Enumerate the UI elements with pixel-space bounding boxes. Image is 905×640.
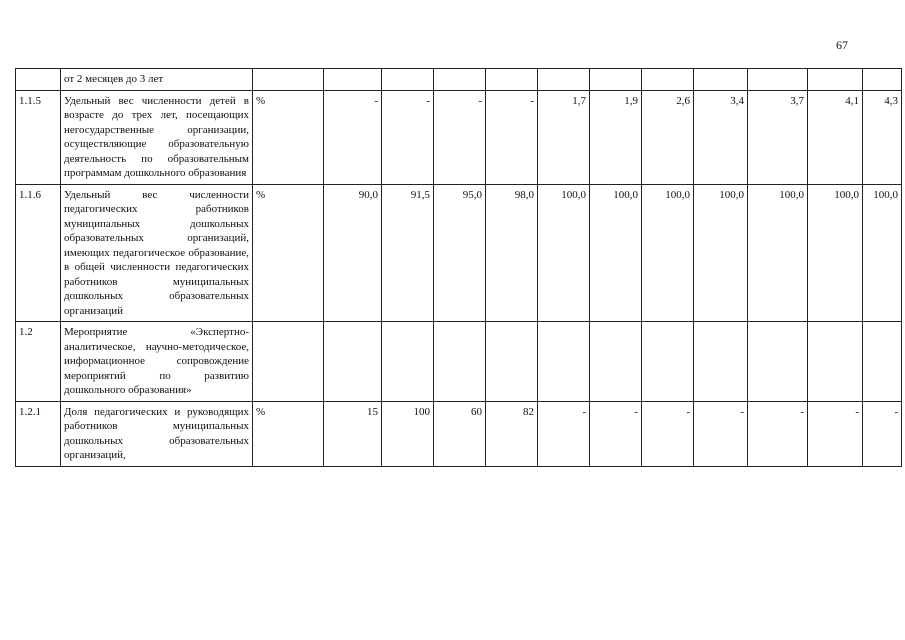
value-cell: - [863, 401, 902, 466]
value-cell: 1,9 [590, 90, 642, 184]
table-row [16, 69, 902, 91]
value-cell: - [382, 90, 434, 184]
value-cell: 100,0 [863, 184, 902, 322]
table-row [16, 322, 902, 402]
value-cell [590, 322, 642, 402]
value-cell: - [748, 401, 808, 466]
value-cell: 100 [382, 401, 434, 466]
value-cell: 100,0 [748, 184, 808, 322]
value-cell: 95,0 [434, 184, 486, 322]
value-cell: 3,7 [748, 90, 808, 184]
value-cell [808, 69, 863, 91]
value-cell: - [808, 401, 863, 466]
row-code: 1.2 [16, 322, 61, 402]
table-row [16, 90, 902, 184]
value-cell: - [694, 401, 748, 466]
value-cell: 100,0 [694, 184, 748, 322]
row-description: от 2 месяцев до 3 лет [61, 69, 253, 91]
value-cell [863, 322, 902, 402]
row-code: 1.2.1 [16, 401, 61, 466]
row-code: 1.1.6 [16, 184, 61, 322]
value-cell: 100,0 [590, 184, 642, 322]
value-cell [382, 322, 434, 402]
row-unit: % [253, 401, 324, 466]
value-cell [382, 69, 434, 91]
table-row [16, 184, 902, 322]
value-cell [538, 69, 590, 91]
value-cell [808, 322, 863, 402]
value-cell: 100,0 [642, 184, 694, 322]
value-cell [863, 69, 902, 91]
value-cell [486, 322, 538, 402]
value-cell: 82 [486, 401, 538, 466]
value-cell: 4,3 [863, 90, 902, 184]
row-unit: % [253, 184, 324, 322]
value-cell: 100,0 [808, 184, 863, 322]
value-cell [748, 322, 808, 402]
value-cell: - [642, 401, 694, 466]
value-cell: - [324, 90, 382, 184]
table-row [16, 401, 902, 466]
value-cell [694, 322, 748, 402]
indicators-table [15, 68, 902, 467]
value-cell [324, 69, 382, 91]
table-body [16, 69, 902, 467]
row-code: 1.1.5 [16, 90, 61, 184]
value-cell [748, 69, 808, 91]
row-code [16, 69, 61, 91]
value-cell [434, 322, 486, 402]
row-unit [253, 322, 324, 402]
value-cell: 60 [434, 401, 486, 466]
value-cell: 98,0 [486, 184, 538, 322]
value-cell: - [486, 90, 538, 184]
value-cell: 1,7 [538, 90, 590, 184]
value-cell [694, 69, 748, 91]
row-unit: % [253, 90, 324, 184]
value-cell: - [434, 90, 486, 184]
value-cell: 90,0 [324, 184, 382, 322]
value-cell: - [590, 401, 642, 466]
value-cell [434, 69, 486, 91]
row-description: Доля педагогических и руководящих работников муниципальных дошкольных образовательных организаций, [61, 401, 253, 466]
page-number: 67 [836, 38, 848, 52]
value-cell [538, 322, 590, 402]
value-cell: 15 [324, 401, 382, 466]
value-cell [642, 69, 694, 91]
value-cell: 2,6 [642, 90, 694, 184]
row-description: Мероприятие «Экспертно-аналитическое, научно-методическое, информационное сопровождение мероприятий по развитию дошкольного образования» [61, 322, 253, 402]
value-cell: 3,4 [694, 90, 748, 184]
row-description: Удельный вес численности педагогических работников муниципальных дошкольных образовательных организаций, имеющих педагогическое образование, в общей численности педагогических работников муниципальных дошкольных образовательных организаций [61, 184, 253, 322]
row-description: Удельный вес численности детей в возрасте до трех лет, посещающих негосударственные организации, осуществляющие образовательную деятельность по образовательным программам дошкольного образования [61, 90, 253, 184]
row-unit [253, 69, 324, 91]
value-cell: 4,1 [808, 90, 863, 184]
value-cell [590, 69, 642, 91]
value-cell: 100,0 [538, 184, 590, 322]
value-cell [486, 69, 538, 91]
value-cell [324, 322, 382, 402]
value-cell [642, 322, 694, 402]
value-cell: 91,5 [382, 184, 434, 322]
value-cell: - [538, 401, 590, 466]
